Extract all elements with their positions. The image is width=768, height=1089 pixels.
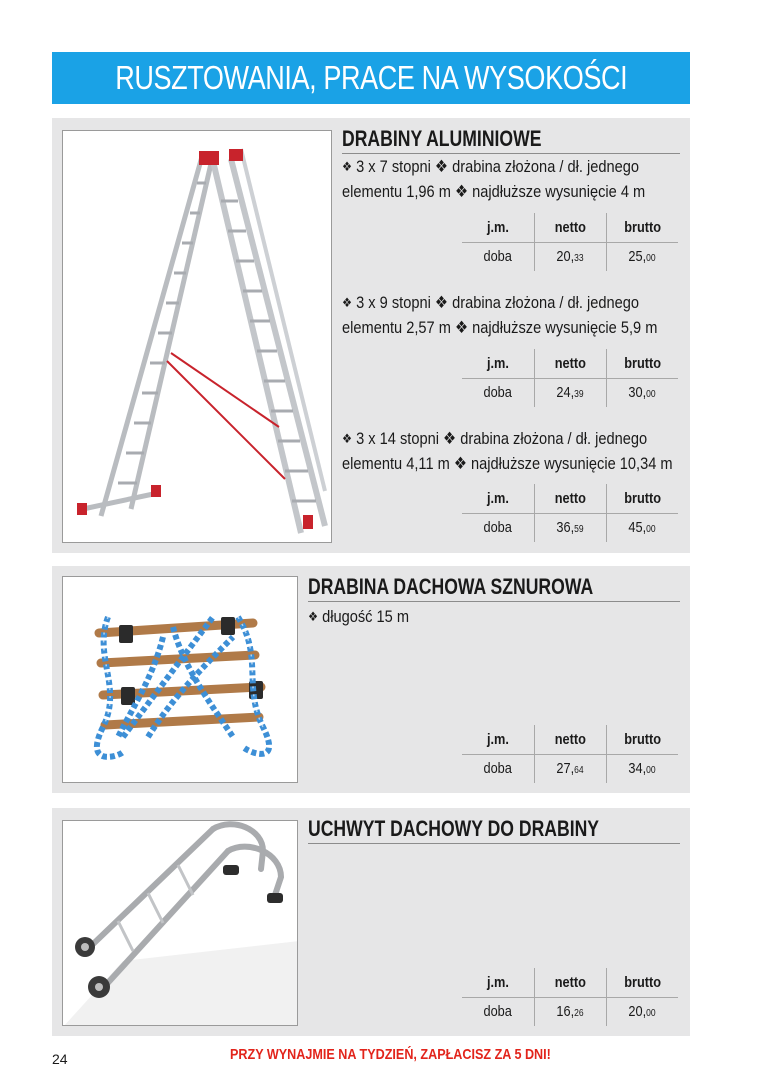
price-table bbox=[462, 725, 678, 783]
product-section-rope-ladder bbox=[52, 566, 690, 793]
product-title: DRABINY ALUMINIOWE bbox=[342, 126, 680, 154]
unit-header: j.m. bbox=[486, 218, 509, 236]
bullet-icon: ❖ bbox=[342, 159, 353, 174]
net-price: 27,64 bbox=[534, 754, 606, 783]
bullet-icon: ❖ bbox=[308, 609, 319, 624]
unit-value: doba bbox=[483, 248, 512, 266]
product-title: DRABINA DACHOWA SZNUROWA bbox=[308, 574, 680, 602]
variant-description: ❖ 3 x 14 stopni ❖ drabina złożona / dł. jednego elementu 4,11 m ❖ najdłuższe wysunięcie 10,34 m bbox=[342, 429, 673, 473]
net-header: netto bbox=[554, 489, 586, 507]
net-header: netto bbox=[554, 354, 586, 372]
net-price: 20,33 bbox=[534, 242, 606, 271]
product-section-aluminium-ladders bbox=[52, 118, 690, 553]
variant-description: ❖ 3 x 7 stopni ❖ drabina złożona / dł. jednego elementu 1,96 m ❖ najdłuższe wysunięcie 4 m bbox=[342, 157, 646, 201]
gross-price: 34,00 bbox=[628, 760, 656, 778]
unit-header: j.m. bbox=[486, 730, 509, 748]
product-title: UCHWYT DACHOWY DO DRABINY bbox=[308, 816, 680, 844]
unit-value: doba bbox=[483, 1003, 512, 1021]
bullet-icon: ❖ bbox=[342, 431, 353, 446]
roof-hook-photo bbox=[62, 820, 298, 1026]
net-price: 36,59 bbox=[534, 513, 606, 542]
page-title-banner bbox=[52, 52, 690, 104]
page-title: RUSZTOWANIA, PRACE NA WYSOKOŚCI bbox=[114, 59, 628, 96]
net-price: 24,39 bbox=[534, 378, 606, 407]
unit-value: doba bbox=[483, 384, 512, 402]
price-table bbox=[462, 349, 678, 407]
variant-description: ❖ 3 x 9 stopni ❖ drabina złożona / dł. jednego elementu 2,57 m ❖ najdłuższe wysunięcie 5,9 m bbox=[342, 293, 658, 337]
gross-price: 30,00 bbox=[628, 384, 656, 402]
aluminium-ladder-photo bbox=[62, 130, 332, 543]
unit-value: doba bbox=[483, 519, 512, 537]
promo-note: PRZY WYNAJMIE NA TYDZIEŃ, ZAPŁACISZ ZA 5 DNI! bbox=[230, 1046, 551, 1063]
rope-ladder-image bbox=[63, 577, 298, 783]
net-header: netto bbox=[554, 730, 586, 748]
price-table bbox=[462, 484, 678, 542]
unit-header: j.m. bbox=[486, 489, 509, 507]
gross-price: 45,00 bbox=[628, 519, 656, 537]
roof-hook-image bbox=[63, 821, 298, 1026]
price-table bbox=[462, 213, 678, 271]
price-table bbox=[462, 968, 678, 1026]
aluminium-ladder-image bbox=[63, 131, 332, 543]
gross-price: 20,00 bbox=[628, 1003, 656, 1021]
gross-header: brutto bbox=[623, 973, 661, 991]
gross-header: brutto bbox=[623, 218, 661, 236]
gross-header: brutto bbox=[623, 354, 661, 372]
net-header: netto bbox=[554, 218, 586, 236]
rope-ladder-photo bbox=[62, 576, 298, 783]
page-number: 24 bbox=[52, 1051, 68, 1067]
gross-header: brutto bbox=[623, 730, 661, 748]
unit-header: j.m. bbox=[486, 973, 509, 991]
net-header: netto bbox=[554, 973, 586, 991]
unit-value: doba bbox=[483, 760, 512, 778]
gross-price: 25,00 bbox=[628, 248, 656, 266]
gross-header: brutto bbox=[623, 489, 661, 507]
product-description: ❖ długość 15 m bbox=[308, 607, 410, 626]
bullet-icon: ❖ bbox=[342, 295, 353, 310]
net-price: 16,26 bbox=[534, 997, 606, 1026]
unit-header: j.m. bbox=[486, 354, 509, 372]
product-section-roof-hook bbox=[52, 808, 690, 1036]
